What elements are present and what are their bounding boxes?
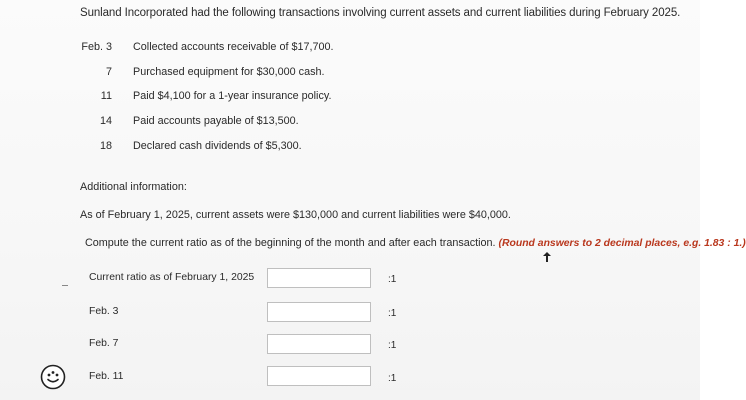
additional-info-text: As of February 1, 2025, current assets were $130,000 and current liabilities were $40,000. <box>80 209 511 221</box>
answer-label-feb-11: Feb. 11 <box>89 371 124 382</box>
current-ratio-feb-1-input[interactable] <box>267 268 371 288</box>
rounding-note: (Round answers to 2 decimal places, e.g. 1.83 : 1.) <box>498 238 746 249</box>
transaction-date: 11 <box>100 90 112 103</box>
divider-mark <box>62 285 68 286</box>
current-ratio-feb-3-input[interactable] <box>267 302 371 322</box>
instruction-text <box>85 237 746 249</box>
transaction-row <box>78 87 358 112</box>
transaction-description: Collected accounts receivable of $17,700. <box>133 41 334 53</box>
ratio-suffix: :1 <box>388 308 397 319</box>
transaction-description: Paid accounts payable of $13,500. <box>133 115 299 128</box>
answer-label-feb-3: Feb. 3 <box>89 306 119 317</box>
ratio-suffix: :1 <box>388 373 397 384</box>
current-ratio-feb-7-input[interactable] <box>267 334 371 354</box>
transaction-list <box>78 38 358 161</box>
transaction-description: Purchased equipment for $30,000 cash. <box>133 65 325 78</box>
transaction-row <box>78 63 358 88</box>
cursor-icon <box>543 252 551 262</box>
additional-info-label: Additional information: <box>80 181 187 193</box>
transaction-row <box>78 137 358 162</box>
ratio-suffix: :1 <box>388 340 397 351</box>
transaction-date: 18 <box>99 139 112 152</box>
transaction-date: 14 <box>99 115 112 128</box>
current-ratio-feb-11-input[interactable] <box>267 366 371 386</box>
problem-intro: Sunland Incorporated had the following transactions involving current assets and current liabilities during February 2025. <box>80 7 681 19</box>
transaction-description: Declared cash dividends of $5,300. <box>133 139 302 152</box>
answer-label-feb-1: Current ratio as of February 1, 2025 <box>89 272 255 283</box>
transaction-row <box>78 38 358 63</box>
transaction-date: Feb. 3 <box>81 41 112 53</box>
answer-label-feb-7: Feb. 7 <box>89 338 119 349</box>
instruction-main: Compute the current ratio as of the beginning of the month and after each transaction. <box>85 237 496 249</box>
transaction-row <box>78 112 358 137</box>
transaction-date: 7 <box>105 65 112 78</box>
help-icon[interactable] <box>40 364 66 390</box>
ratio-suffix: :1 <box>388 274 397 285</box>
transaction-description: Paid $4,100 for a 1-year insurance policy. <box>133 90 332 103</box>
